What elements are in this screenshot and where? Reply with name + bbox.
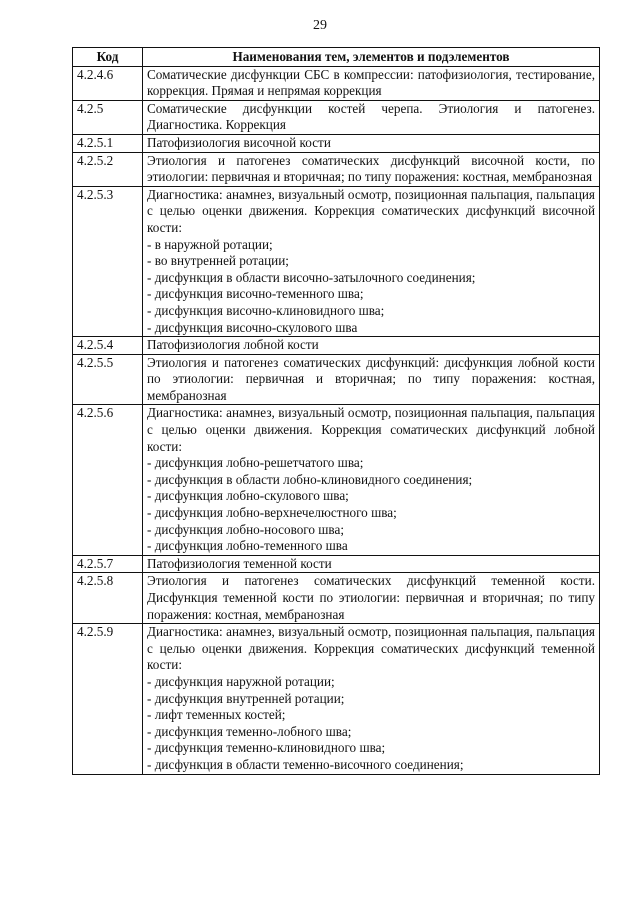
row-list-item: - в наружной ротации; [147, 236, 273, 252]
table-row [73, 152, 600, 186]
table-row [73, 555, 600, 573]
table-row [73, 354, 600, 405]
row-list-item: - дисфункция лобно-скулового шва; [147, 488, 349, 504]
row-text: Патофизиология лобной кости [147, 337, 319, 353]
table-row [73, 100, 600, 134]
row-list-item: - во внутренней ротации; [147, 253, 289, 269]
row-text: Диагностика: анамнез, визуальный осмотр, позиционная пальпация, пальпация с целью оценки движения. Коррекция соматических дисфункций лобной кости: [147, 405, 595, 454]
row-list-item: - дисфункция теменно-клиновидного шва; [147, 740, 386, 756]
row-text: Соматические дисфункции костей черепа. Этиология и патогенез. Диагностика. Коррекция [147, 100, 595, 133]
row-code: 4.2.5.7 [73, 555, 143, 573]
row-description [143, 337, 600, 355]
row-description [143, 100, 600, 134]
row-description [143, 134, 600, 152]
table-row [73, 624, 600, 774]
row-code: 4.2.4.6 [73, 66, 143, 100]
row-text: Патофизиология височной кости [147, 134, 331, 150]
header-code: Код [73, 48, 143, 67]
row-code: 4.2.5.3 [73, 186, 143, 336]
row-code: 4.2.5.8 [73, 573, 143, 624]
row-code: 4.2.5.1 [73, 134, 143, 152]
row-description [143, 186, 600, 336]
header-name: Наименования тем, элементов и подэлементов [143, 48, 600, 67]
row-description [143, 573, 600, 624]
table-row [73, 573, 600, 624]
row-list-item: - дисфункция теменно-лобного шва; [147, 723, 352, 739]
row-text: Диагностика: анамнез, визуальный осмотр, позиционная пальпация, пальпация с целью оценки движения. Коррекция соматических дисфункций теменной кости: [147, 624, 595, 673]
row-list-item: - дисфункция лобно-носового шва; [147, 521, 345, 537]
row-text: Соматические дисфункции СБС в компрессии: патофизиология, тестирование, коррекция. Прямая и непрямая коррекция [147, 66, 595, 99]
row-code: 4.2.5.6 [73, 405, 143, 555]
row-list-item: - дисфункция внутренней ротации; [147, 690, 345, 706]
table-row [73, 186, 600, 336]
row-list-item: - дисфункция в области височно-затылочного соединения; [147, 269, 476, 285]
row-code: 4.2.5.5 [73, 354, 143, 405]
row-text: Этиология и патогенез соматических дисфункций височной кости, по этиологии: первичная и вторичная; по типу поражения: костная, мембранозная [147, 152, 595, 185]
row-list-item: - дисфункция в области лобно-клиновидного соединения; [147, 471, 473, 487]
table-row [73, 405, 600, 555]
row-code: 4.2.5.2 [73, 152, 143, 186]
row-list-item: - дисфункция височно-клиновидного шва; [147, 302, 385, 318]
table-row [73, 337, 600, 355]
page-number: 29 [313, 18, 327, 33]
row-list-item: - дисфункция лобно-верхнечелюстного шва; [147, 505, 397, 521]
table-header-row [73, 48, 600, 67]
row-text: Патофизиология теменной кости [147, 555, 332, 571]
row-list-item: - дисфункция височно-теменного шва; [147, 286, 364, 302]
row-description [143, 555, 600, 573]
curriculum-table [72, 47, 600, 775]
row-list-item: - дисфункция височно-скулового шва [147, 319, 358, 335]
row-code: 4.2.5.9 [73, 624, 143, 774]
row-description [143, 624, 600, 774]
table-body [73, 66, 600, 774]
row-text: Этиология и патогенез соматических дисфункций: дисфункция лобной кости по этиологии: первичная и вторичная; по типу поражения: костная, мембранозная [147, 354, 595, 403]
row-list-item: - лифт теменных костей; [147, 707, 286, 723]
row-description [143, 405, 600, 555]
row-list-item: - дисфункция лобно-решетчатого шва; [147, 455, 364, 471]
row-description [143, 152, 600, 186]
row-code: 4.2.5 [73, 100, 143, 134]
row-code: 4.2.5.4 [73, 337, 143, 355]
table-row [73, 66, 600, 100]
row-list-item: - дисфункция в области теменно-височного соединения; [147, 756, 464, 772]
row-text: Диагностика: анамнез, визуальный осмотр, позиционная пальпация, пальпация с целью оценки движения. Коррекция соматических дисфункций височной кости: [147, 186, 595, 235]
row-text: Этиология и патогенез соматических дисфункций теменной кости. Дисфункция теменной кости по этиологии: первичная и вторичная; по типу поражения: костная, мембранозная [147, 573, 595, 622]
row-list-item: - дисфункция наружной ротации; [147, 673, 335, 689]
row-list-item: - дисфункция лобно-теменного шва [147, 538, 348, 554]
row-description [143, 354, 600, 405]
table-row [73, 134, 600, 152]
row-description [143, 66, 600, 100]
